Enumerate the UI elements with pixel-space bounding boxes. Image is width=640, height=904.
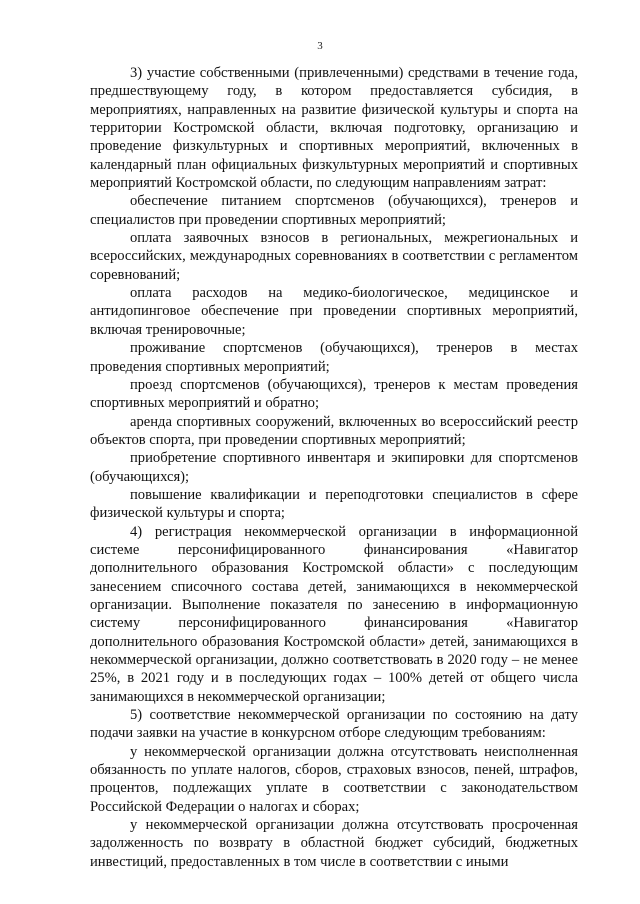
paragraph-requirement-taxes: у некоммерческой организации должна отсутствовать неисполненная обязанность по уплате налогов, сборов, страховых взносов, пеней, штрафов, процентов, подлежащих уплате в соответствии с законодательством Российской Федерации о налогах и сборах; xyxy=(90,743,578,815)
paragraph-expense-facility-rent: аренда спортивных сооружений, включенных во всероссийский реестр объектов спорта, при проведении спортивных мероприятий; xyxy=(90,413,578,448)
paragraph-expense-medical: оплата расходов на медико-биологическое, медицинское и антидопинговое обеспечение при проведении спортивных мероприятий, включая тренировочные; xyxy=(90,285,578,338)
paragraph-requirement-debts: у некоммерческой организации должна отсутствовать просроченная задолженность по возврату в областной бюджет субсидий, бюджетных инвестиций, предоставленных в том числе в соответствии с иными xyxy=(90,817,578,870)
paragraph-expense-accommodation: проживание спортсменов (обучающихся), тренеров в местах проведения спортивных мероприятий; xyxy=(90,340,578,375)
paragraph-expense-travel: проезд спортсменов (обучающихся), тренеров к местам проведения спортивных мероприятий и обратно; xyxy=(90,376,578,412)
paragraph-expense-entry-fees: оплата заявочных взносов в региональных, межрегиональных и всероссийских, международных соревнованиях в соответствии с регламентом соревнований; xyxy=(90,230,578,283)
paragraph-expense-equipment: приобретение спортивного инвентаря и экипировки для спортсменов (обучающихся); xyxy=(90,450,578,485)
page-number: 3 xyxy=(317,40,323,52)
paragraph-expense-meals: обеспечение питанием спортсменов (обучающихся), тренеров и специалистов при проведении спортивных мероприятий; xyxy=(90,193,578,228)
paragraph-item-3: 3) участие собственными (привлеченными) средствами в течение года, предшествующему году, в котором предоставляется субсидия, в мероприятиях, направленных на развитие физической культуры и спорта на территории Костромской области, включая подготовку, организацию и проведение физкультурных и спортивных мероприятий, включенных в календарный план официальных физкультурных мероприятий и спортивных мероприятий Костромской области, по следующим направлениям затрат: xyxy=(90,65,578,192)
paragraph-item-5: 5) соответствие некоммерческой организации по состоянию на дату подачи заявки на участие в конкурсном отборе следующим требованиям: xyxy=(90,707,578,742)
document-body xyxy=(90,64,578,871)
paragraph-item-4: 4) регистрация некоммерческой организации в информационной системе персонифицированного финансирования «Навигатор дополнительного образования Костромской области» с последующим занесением списочного состава детей, занимающихся в некоммерческой организации. Выполнение показателя по занесению в информационную систему персонифицированного финансирования «Навигатор дополнительного образования Костромской области» детей, занимающихся в некоммерческой организации, должно соответствовать в 2020 году – не менее 25%, в 2021 году и в последующих годах – 100% детей от общего числа занимающихся в некоммерческой организации; xyxy=(90,523,578,705)
paragraph-expense-training: повышение квалификации и переподготовки специалистов в сфере физической культуры и спорта; xyxy=(90,486,578,522)
